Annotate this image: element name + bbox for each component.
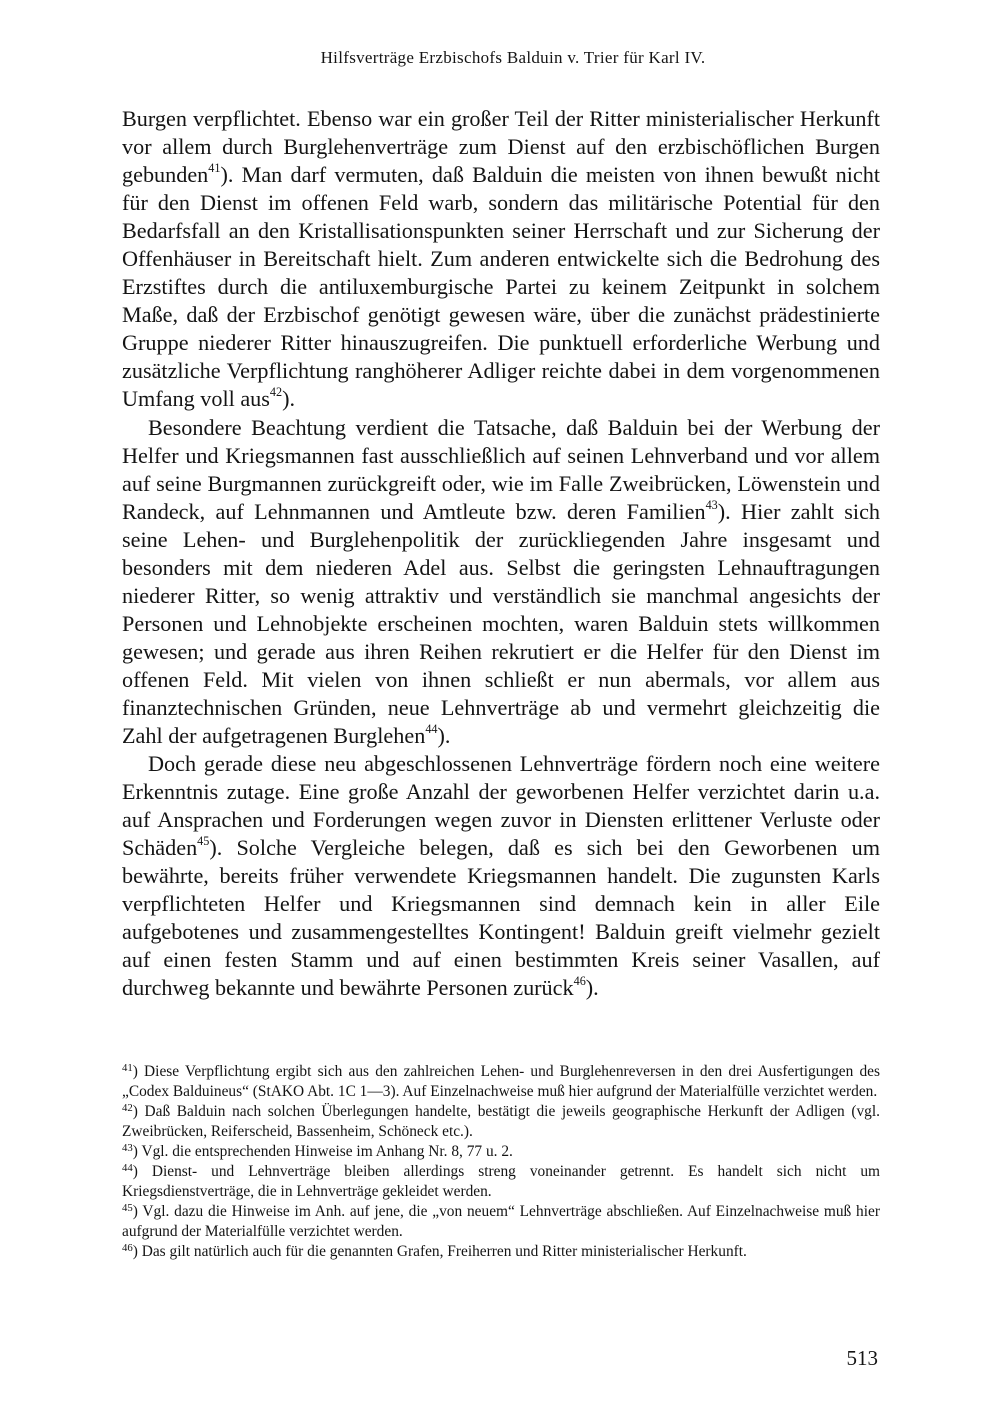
footnote-ref[interactable]: 42: [269, 385, 283, 400]
text-run: ). Solche Vergleiche belegen, daß es sich bei den Geworbenen um bewährte, bereits früher verwendete Kriegsmannen handelt. Die zugunsten Karls verpflichteten Helfer und Kriegsmannen sind demnach kein in aller Eile aufgebotenes und zusammengestelltes Kontingent! Balduin greift vielmehr gezielt auf einen festen Stamm und auf einen bestimmten Kreis seiner Vasallen, auf durchweg bekannte und bewährte Personen zurück: [122, 835, 880, 1001]
footnote-number: 45: [122, 1202, 133, 1215]
footnote-number: 44: [122, 1162, 133, 1175]
footnote-number: 43: [122, 1142, 133, 1155]
footnote-number: 42: [122, 1102, 133, 1115]
text-run: ).: [282, 386, 296, 412]
footnotes: [122, 1062, 880, 1262]
text-run: ).: [585, 975, 599, 1001]
footnote: [122, 1202, 880, 1242]
footnote: [122, 1242, 880, 1262]
footnote-number: 46: [122, 1242, 133, 1255]
footnote-ref[interactable]: 46: [573, 974, 586, 989]
footnote: [122, 1102, 880, 1142]
footnote-text: ) Dienst- und Lehnverträge bleiben allerdings streng voneinander getrennt. Es handelt sich nicht um Kriegsdienstverträge, die in Lehnverträge gekleidet werden.: [122, 1163, 880, 1201]
page-number: 513: [846, 1346, 878, 1370]
running-header: Hilfsverträge Erzbischofs Balduin v. Trier für Karl IV.: [320, 48, 706, 67]
text-run: Doch gerade diese neu abgeschlossenen Lehnverträge fördern noch eine weitere Erkenntnis zutage. Eine große Anzahl der geworbenen Helfer verzichtet darin u.a. auf Ansprachen und Forderungen wegen zuvor in Diensten erlittener Verluste oder Schäden: [122, 751, 880, 861]
footnote-text: ) Vgl. die entsprechenden Hinweise im Anhang Nr. 8, 77 u. 2.: [132, 1143, 513, 1161]
footnote-ref[interactable]: 43: [705, 497, 718, 512]
paragraph: [122, 105, 880, 414]
footnote-text: ) Diese Verpflichtung ergibt sich aus den zahlreichen Lehen- und Burglehenreversen in den drei Ausfertigungen des „Codex Balduineus“ (StAKO Abt. 1C 1—3). Auf Einzelnachweise muß hier aufgrund der Materialfülle verzichtet werden.: [122, 1063, 880, 1101]
text-run: ). Hier zahlt sich seine Lehen- und Burglehenpolitik der zurückliegenden Jahre insgesamt und besonders mit dem niederen Adel aus. Selbst die geringsten Lehnauftragungen niederer Ritter, so wenig attraktiv und verständlich sie manchmal angesichts der Personen und Lehnobjekte erscheinen mochten, waren Balduin stets willkommen gewesen; und gerade aus ihren Reihen rekrutiert er die Helfer für den Dienst im offenen Feld. Mit vielen von ihnen schließt er nun abermals, vor allem aus finanztechnischen Gründen, neue Lehnverträge ab und vermehrt gleichzeitig die Zahl der aufgetragenen Burglehen: [122, 498, 881, 749]
footnote-text: ) Vgl. dazu die Hinweise im Anh. auf jene, die „von neuem“ Lehnverträge abschließen. Auf Einzelnachweise muß hier aufgrund der Materialfülle verzichtet werden.: [122, 1203, 880, 1241]
footnote-ref[interactable]: 44: [425, 722, 438, 737]
paragraph: [122, 414, 880, 751]
footnote: [122, 1162, 880, 1202]
text-run: ).: [437, 723, 451, 749]
footnote: [122, 1142, 880, 1162]
text-run: ). Man darf vermuten, daß Balduin die meisten von ihnen bewußt nicht für den Dienst im offenen Feld warb, sondern das militärische Potential für den Bedarfsfall an den Kristallisationspunkten seiner Herrschaft und zur Sicherung der Offenhäuser in Bereitschaft hielt. Zum anderen entwickelte sich die Bedrohung des Erzstiftes durch die antiluxemburgische Partei zu keinem Zeitpunkt in solchem Maße, daß der Erzbischof genötigt gewesen wäre, über die zunächst prädestinierte Gruppe niederer Ritter hinauszugreifen. Die punktuell erforderliche Werbung und zusätzliche Verpflichtung ranghöherer Adliger reichte dabei in dem vorgenommenen Umfang voll aus: [122, 162, 880, 412]
footnote-ref[interactable]: 45: [197, 834, 210, 849]
footnote: [122, 1062, 880, 1102]
paragraph: [122, 750, 880, 1002]
footnote-text: ) Daß Balduin nach solchen Überlegungen handelte, bestätigt die jeweils geographische Herkunft der Adligen (vgl. Zweibrücken, Reiferscheid, Bassenheim, Schöneck etc.).: [122, 1103, 880, 1141]
footnote-text: ) Das gilt natürlich auch für die genannten Grafen, Freiherren und Ritter ministerialischer Herkunft.: [132, 1243, 747, 1261]
body-text: [122, 105, 880, 1003]
footnote-ref[interactable]: 41: [208, 161, 221, 176]
text-run: Burgen verpflichtet. Ebenso war ein großer Teil der Ritter ministerialischer Herkunft vor allem durch Burglehenverträge zum Dienst auf den erzbischöflichen Burgen gebunden: [122, 106, 880, 188]
text-run: Besondere Beachtung verdient die Tatsache, daß Balduin bei der Werbung der Helfer und Kriegsmannen fast ausschließlich auf seinen Lehnverband und vor allem auf seine Burgmannen zurückgreift oder, wie im Falle Zweibrücken, Löwenstein und Randeck, auf Lehnmannen und Amtleute bzw. deren Familien: [122, 414, 880, 524]
footnote-number: 41: [122, 1062, 133, 1075]
